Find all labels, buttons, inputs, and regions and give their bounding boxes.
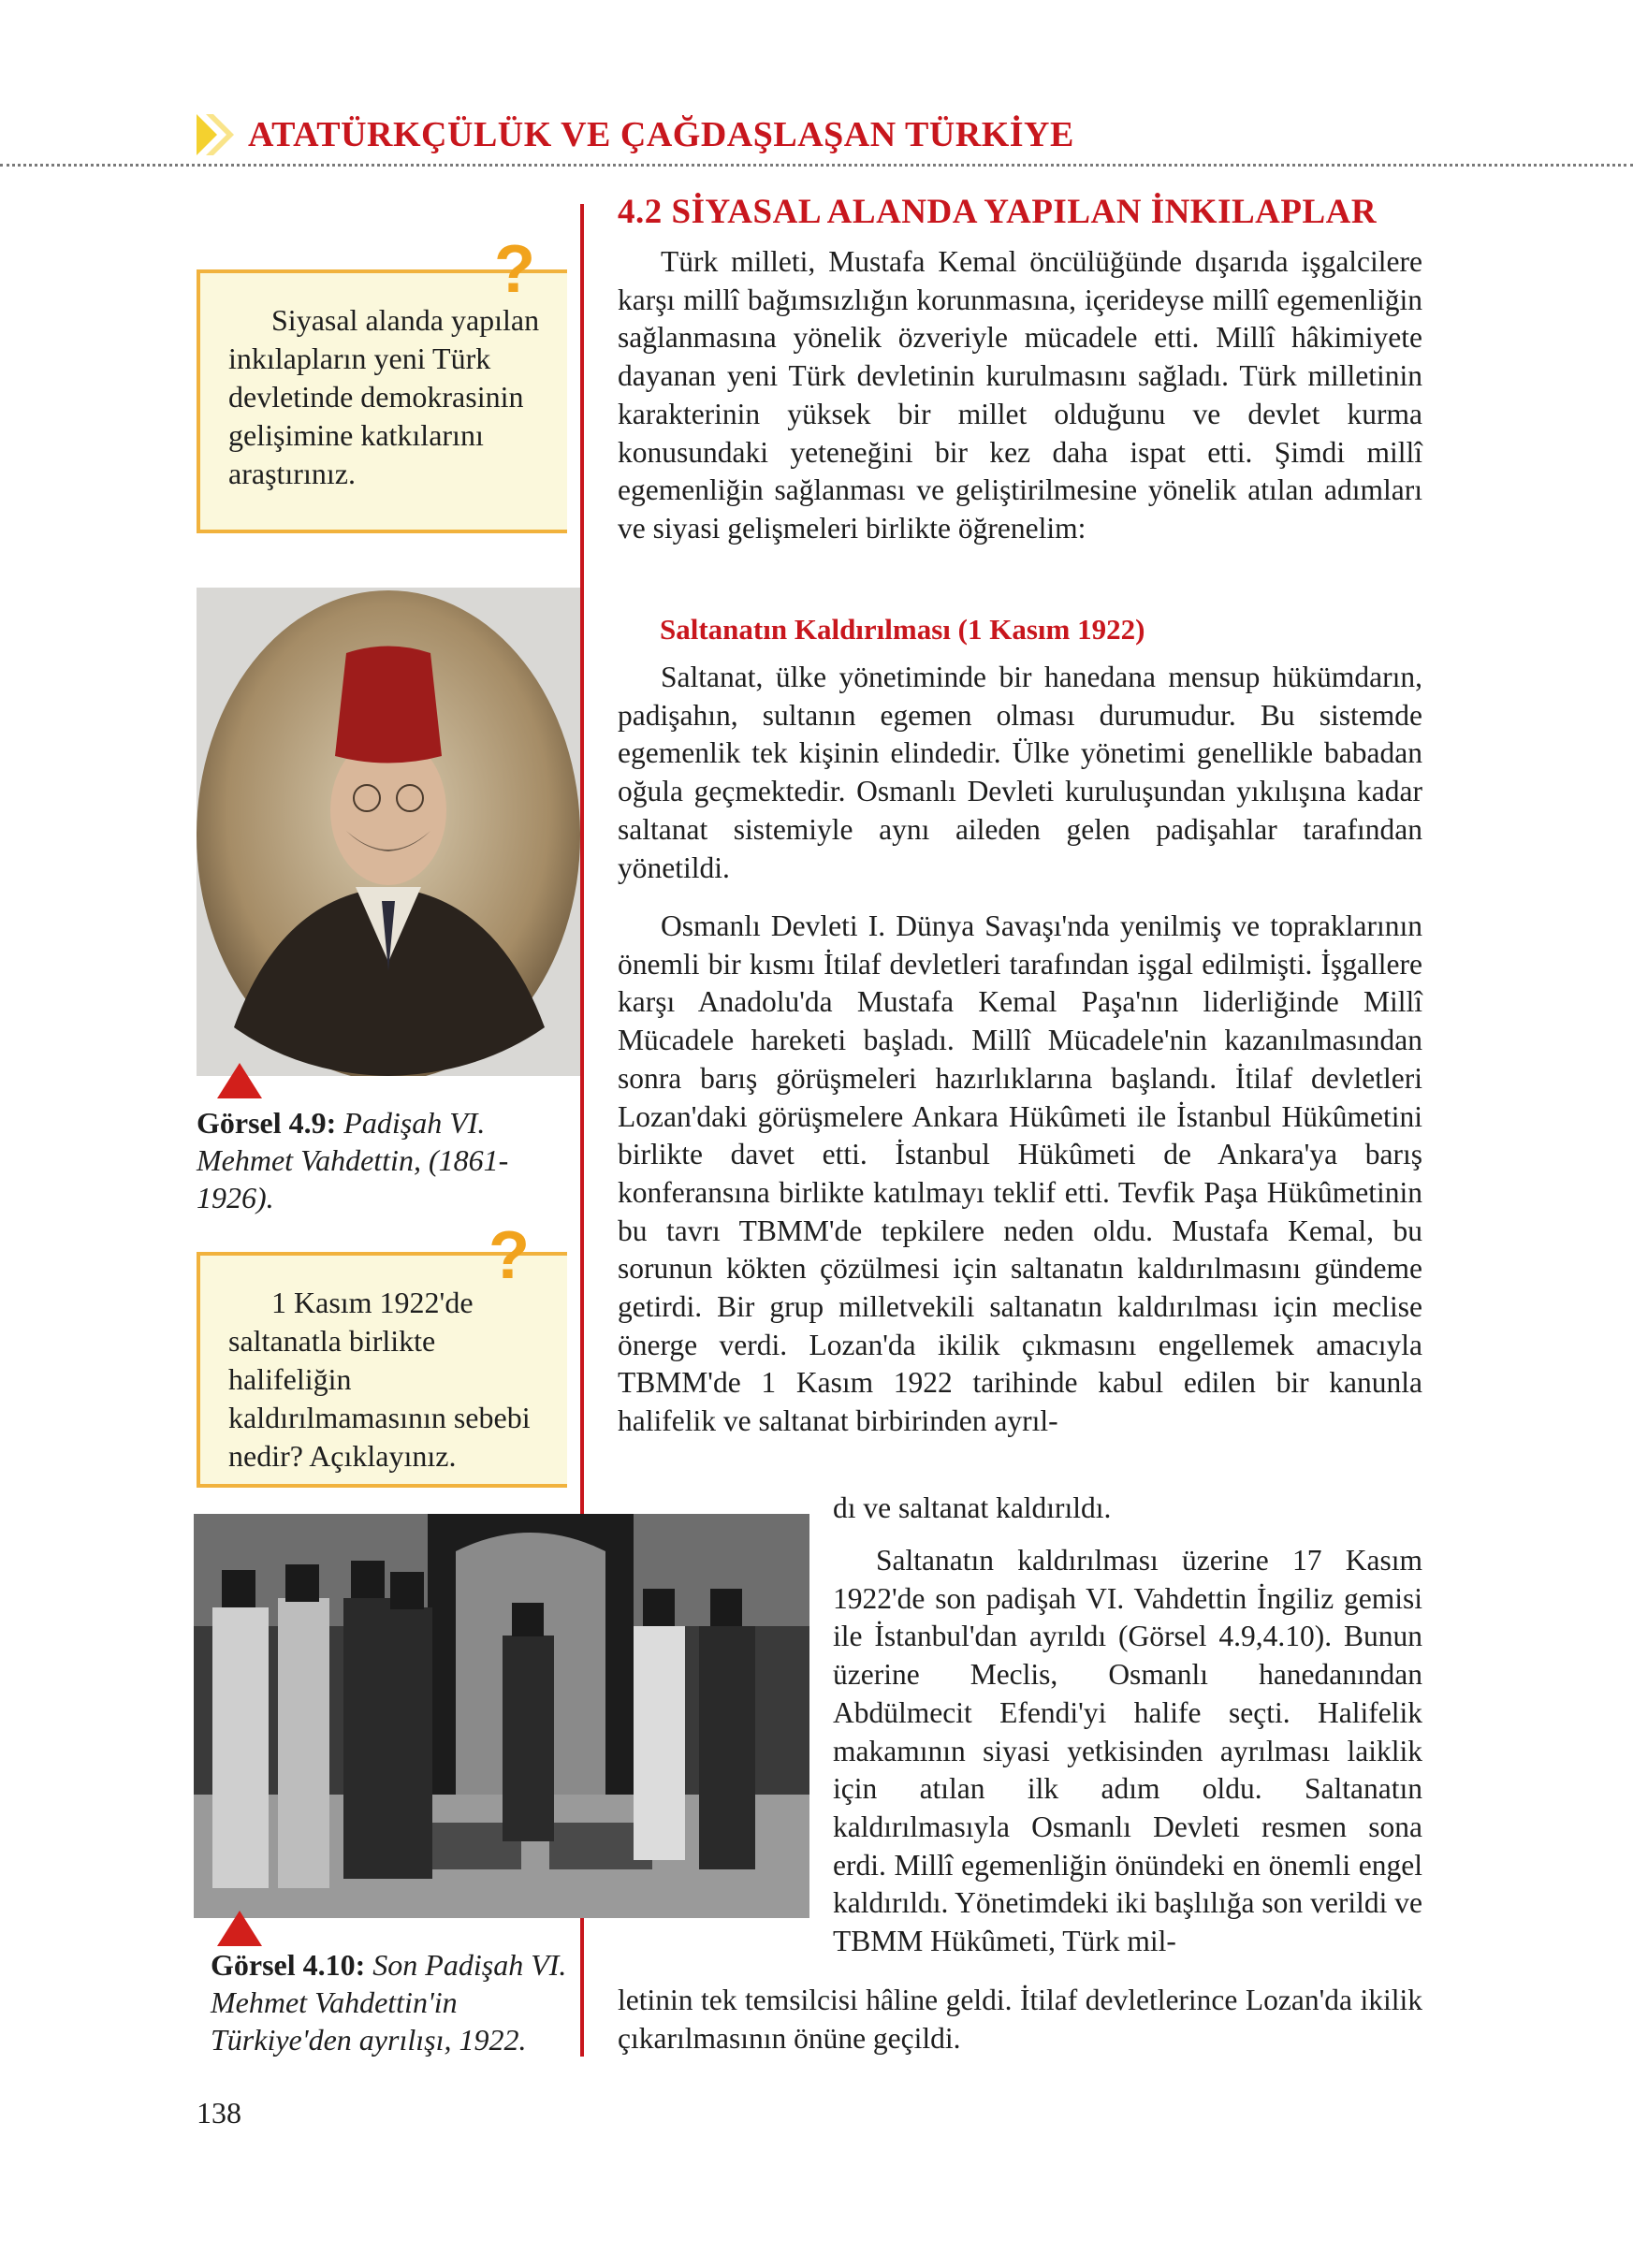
paragraph-3-end — [618, 1982, 1422, 2057]
figure-label-1: Görsel 4.9: — [197, 1106, 337, 1140]
section-title: 4.2 SİYASAL ALANDA YAPILAN İNKILAPLAR — [618, 193, 1378, 231]
departure-photo-image — [194, 1514, 809, 1918]
paragraph-2-end — [833, 1490, 1422, 1528]
figure-pointer-icon — [217, 1911, 262, 1946]
paragraph-3 — [833, 1542, 1422, 1961]
question-mark-icon: ? — [494, 232, 535, 307]
figure-label-2: Görsel 4.10: — [211, 1948, 366, 1982]
paragraph-2-text: Osmanlı Devleti I. Dünya Savaşı'nda yenilmiş ve topraklarının önemli bir kısmı İtilaf devletleri tarafından işgal edilmişti. İşgallere karşı Anadolu'da Mustafa Kemal Paşa'nın liderliğinde Millî Mücadele hareketi başladı. Millî Mücadele'nin kazanılmasından sonra barış görüşmeleri hazırlıklarına başlandı. İtilaf devletleri Lozan'daki görüşmelere Ankara Hükûmeti ile İstanbul Hükûmetini birlikte davet etti. İstanbul Hükûmeti de Ankara'ya barış konferansına birlikte katılmayı teklif etti. Tevfik Paşa Hükûmetinin bu tavrı TBMM'de tepkilere neden oldu. Mustafa Kemal, bu sorunun kökten çözülmesi için saltanatın kaldırılmasını gündeme getirdi. Bir grup milletvekili saltanatın kaldırılması için meclise önerge verdi. Lozan'da ikilik çıkmasını engellemek amacıyla TBMM'de 1 Kasım 1922 tarihinde kabul edilen bir kanunla halifelik ve saltanat birbirinden ayrıl- — [618, 909, 1422, 1438]
paragraph-1 — [618, 659, 1422, 887]
figure-caption-1 — [197, 1104, 580, 1216]
portrait-image — [197, 588, 580, 1076]
figure-caption-2-text: Son Padişah VI. Mehmet Vahdettin'in Türkiye'den ayrılışı, 1922. — [211, 1948, 567, 2057]
chevron-marker-icon — [197, 114, 241, 155]
figure-caption-2 — [211, 1946, 580, 2058]
intro-paragraph — [618, 243, 1422, 548]
figure-caption-1-text: Padişah VI. Mehmet Vahdettin, (1861-1926). — [197, 1106, 509, 1214]
header-title: ATATÜRKÇÜLÜK VE ÇAĞDAŞLAŞAN TÜRKİYE — [248, 115, 1074, 154]
paragraph-3-text: Saltanatın kaldırılması üzerine 17 Kasım 1922'de son padişah VI. Vahdettin İngiliz gemisi ile İstanbul'dan ayrıldı (Görsel 4.9,4.10). Bunun üzerine Meclis, Osmanlı hanedanından Abdülmecit Efendi'yi halife seçti. Halifelik makamının siyasi yetkisinden ayrılması laiklik için atılan ilk adım oldu. Saltanatın kaldırılmasıyla Osmanlı Devleti resmen sona erdi. Millî egemenliğin önündeki en önemli engel kaldırıldı. Yönetimdeki iki başlılığa son verildi ve TBMM Hükûmeti, Türk mil- — [833, 1544, 1422, 1958]
figure-pointer-icon — [217, 1063, 262, 1098]
portrait-frame — [197, 588, 580, 1076]
paragraph-1-text: Saltanat, ülke yönetiminde bir hanedana mensup hükümdarın, padişahın, sultanın egemen olması durumudur. Bu sistemde egemenlik tek kişinin elindedir. Ülke yönetimi genellikle babadan oğula geçmektedir. Osmanlı Devleti kuruluşundan yıkılışına kadar saltanat sistemiyle aynı aileden gelen padişahlar tarafından yönetildi. — [618, 661, 1422, 884]
header-divider — [0, 164, 1633, 167]
question-box-1-text: Siyasal alanda yapılan inkılapların yeni Türk devletinde demokrasinin gelişimine katkılarını araştırınız. — [228, 303, 540, 490]
question-box-1 — [197, 269, 567, 533]
subheading: Saltanatın Kaldırılması (1 Kasım 1922) — [660, 613, 1145, 646]
page-number: 138 — [197, 2096, 241, 2130]
question-box-2-text: 1 Kasım 1922'de saltanatla birlikte halifeliğin kaldırılmamasının sebebi nedir? Açıklayınız. — [228, 1286, 531, 1473]
paragraph-2-end-text: dı ve saltanat kaldırıldı. — [833, 1491, 1112, 1524]
paragraph-2 — [618, 908, 1422, 1441]
departure-photo — [194, 1514, 809, 1918]
running-header — [197, 105, 1600, 170]
intro-text: Türk milleti, Mustafa Kemal öncülüğünde dışarıda işgalcilere karşı millî bağımsızlığın korunmasına, içerideyse millî egemenliğin sağlanmasına yönelik özveriyle mücadele etti. Millî hâkimiyete dayanan yeni Türk devletinin kurulmasını sağladı. Türk milletinin karakterinin yüksek bir millet olduğunu ve devlet kurma konusundaki yeteneğini bir kez daha ispat etti. Şimdi millî egemenliğin sağlanması ve geliştirilmesine yönelik atılan adımları ve siyasi gelişmeleri birlikte öğrenelim: — [618, 245, 1422, 545]
question-mark-icon: ? — [488, 1218, 530, 1293]
paragraph-3-end-text: letinin tek temsilcisi hâline geldi. İtilaf devletlerince Lozan'da ikilik çıkarılmasının önüne geçildi. — [618, 1984, 1422, 2055]
